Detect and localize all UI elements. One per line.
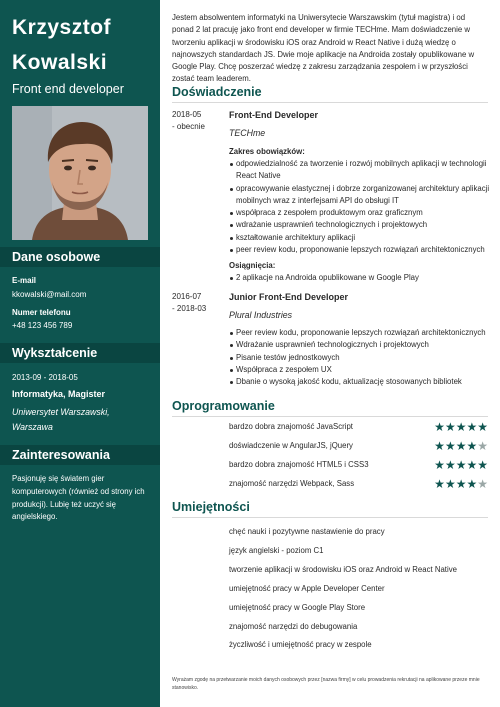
- job-title: Front end developer: [12, 82, 124, 96]
- list-item: odpowiedzialność za tworzenie i rozwój mobilnych aplikacji w technologii React Native: [229, 158, 491, 183]
- software-row: [172, 420, 488, 436]
- job-1-achievements-list: [229, 272, 491, 284]
- star-filled-icon: ★: [434, 439, 445, 453]
- list-item: Współpraca z zespołem UX: [229, 364, 491, 376]
- summary-text: Jestem absolwentem informatyki na Uniwersytecie Warszawskim (tytuł magistra) i od ponad 2 lat pracuję jako front end developer w firmie TECHme. Mam doświadczenie w tworzeniu aplikacji w środowisku iOS oraz Android w React Native i dużą wiedzę o najnowszych standardach JS. Dwie moje aplikacje na Androida zostały opublikowane w Google Play. Chcę poszerzać wiedzę z zakresu zarządzania zespołem i w przyszłości zostać team leaderem.: [172, 13, 475, 84]
- interests-text: Pasjonuję się światem gier komputerowych (również od strony ich produkcji). Lubię też uczyć się angielskiego.: [12, 474, 145, 522]
- software-label: bardzo dobra znajomość JavaScript: [229, 422, 353, 431]
- rating-stars: [434, 439, 488, 453]
- gdpr-consent: Wyrażam zgodę na przetwarzanie moich danych osobowych przez [nazwa firmy] w celu prowadzenia rekrutacji na aplikowane przeze mnie stanowisko.: [172, 677, 480, 691]
- list-item: Peer review kodu, proponowanie lepszych rozwiązań architektonicznych: [229, 327, 491, 339]
- job-1-achievements-label: Osiągnięcia:: [229, 261, 276, 270]
- email-label: E-mail: [12, 276, 37, 285]
- phone-value: +48 123 456 789: [12, 321, 73, 330]
- job-2-dates: 2016-07 - 2018-03: [172, 292, 207, 313]
- star-filled-icon: ★: [444, 439, 456, 453]
- education-heading: Wykształcenie: [0, 343, 160, 363]
- phone-label: Numer telefonu: [12, 308, 71, 317]
- sidebar: [0, 0, 160, 707]
- job-2-company: Plural Industries: [229, 310, 293, 320]
- job-1-title: Front-End Developer: [229, 110, 319, 120]
- star-filled-icon: ★: [434, 477, 445, 491]
- star-filled-icon: ★: [455, 439, 467, 453]
- list-item: opracowywanie elastycznej i dobrze zorganizowanej architektury aplikacji mobilnych wraz z interfejsami API do obsługi IT: [229, 183, 491, 208]
- star-filled-icon: ★: [455, 477, 467, 491]
- software-row: [172, 458, 488, 474]
- software-label: doświadczenie w AngularJS, jQuery: [229, 441, 353, 450]
- education-dates: 2013-09 - 2018-05: [12, 373, 78, 382]
- list-item: Dbanie o wysoką jakość kodu, aktualizację stosowanych bibliotek: [229, 376, 491, 388]
- star-filled-icon: ★: [477, 458, 488, 472]
- skills-divider: [172, 517, 488, 518]
- star-filled-icon: ★: [444, 458, 456, 472]
- list-item: 2 aplikacje na Androida opublikowane w Google Play: [229, 272, 491, 284]
- star-filled-icon: ★: [455, 458, 467, 472]
- skill-item: język angielski - poziom C1: [229, 546, 324, 555]
- list-item: współpraca z zespołem produktowym oraz graficznym: [229, 207, 491, 219]
- list-item: Wdrażanie usprawnień technologicznych i projektowych: [229, 339, 491, 351]
- rating-stars: [434, 458, 488, 472]
- skill-item: chęć nauki i pozytywne nastawienie do pracy: [229, 527, 385, 536]
- job-2-title: Junior Front-End Developer: [229, 292, 349, 302]
- list-item: Pisanie testów jednostkowych: [229, 352, 491, 364]
- skill-item: życzliwość i umiejętność pracy w zespole: [229, 640, 372, 649]
- job-1-company: TECHme: [229, 128, 266, 138]
- star-filled-icon: ★: [466, 477, 478, 491]
- job-1-dates: 2018-05 - obecnie: [172, 110, 205, 131]
- rating-stars: [434, 420, 488, 434]
- star-filled-icon: ★: [477, 420, 488, 434]
- software-heading: Oprogramowanie: [172, 399, 275, 413]
- experience-heading: Doświadczenie: [172, 85, 262, 99]
- skill-item: umiejętność pracy w Google Play Store: [229, 603, 366, 612]
- software-label: znajomość narzędzi Webpack, Sass: [229, 479, 355, 488]
- software-row: [172, 439, 488, 455]
- first-name: Krzysztof: [12, 16, 112, 39]
- star-empty-icon: ★: [477, 477, 488, 491]
- interests-heading: Zainteresowania: [0, 445, 160, 465]
- experience-divider: [172, 102, 488, 103]
- last-name: Kowalski: [12, 51, 108, 74]
- star-filled-icon: ★: [466, 420, 478, 434]
- education-degree: Informatyka, Magister: [12, 389, 106, 399]
- job-2-duties-list: [229, 327, 491, 388]
- star-filled-icon: ★: [444, 477, 456, 491]
- software-divider: [172, 416, 488, 417]
- rating-stars: [434, 477, 488, 491]
- email-value: kkowalski@mail.com: [12, 290, 87, 299]
- job-1-duties-list: [229, 158, 491, 256]
- star-filled-icon: ★: [466, 439, 478, 453]
- software-row: [172, 477, 488, 493]
- skills-heading: Umiejętności: [172, 500, 250, 514]
- star-filled-icon: ★: [434, 420, 445, 434]
- star-filled-icon: ★: [434, 458, 445, 472]
- list-item: wdrażanie usprawnień technologicznych i projektowych: [229, 219, 491, 231]
- list-item: kształtowanie architektury aplikacji: [229, 232, 491, 244]
- list-item: peer review kodu, proponowanie lepszych rozwiązań architektonicznych: [229, 244, 491, 256]
- star-filled-icon: ★: [455, 420, 467, 434]
- skill-item: umiejętność pracy w Apple Developer Center: [229, 584, 385, 593]
- skill-item: znajomość narzędzi do debugowania: [229, 622, 358, 631]
- star-filled-icon: ★: [466, 458, 478, 472]
- education-school: Uniwersytet Warszawski, Warszawa: [12, 407, 110, 432]
- skill-item: tworzenie aplikacji w środowisku iOS oraz Android w React Native: [229, 565, 457, 574]
- profile-photo: [12, 106, 148, 240]
- star-empty-icon: ★: [477, 439, 488, 453]
- software-label: bardzo dobra znajomość HTML5 i CSS3: [229, 460, 369, 469]
- personal-data-heading: Dane osobowe: [0, 247, 160, 267]
- star-filled-icon: ★: [444, 420, 456, 434]
- job-1-duties-label: Zakres obowiązków:: [229, 147, 305, 156]
